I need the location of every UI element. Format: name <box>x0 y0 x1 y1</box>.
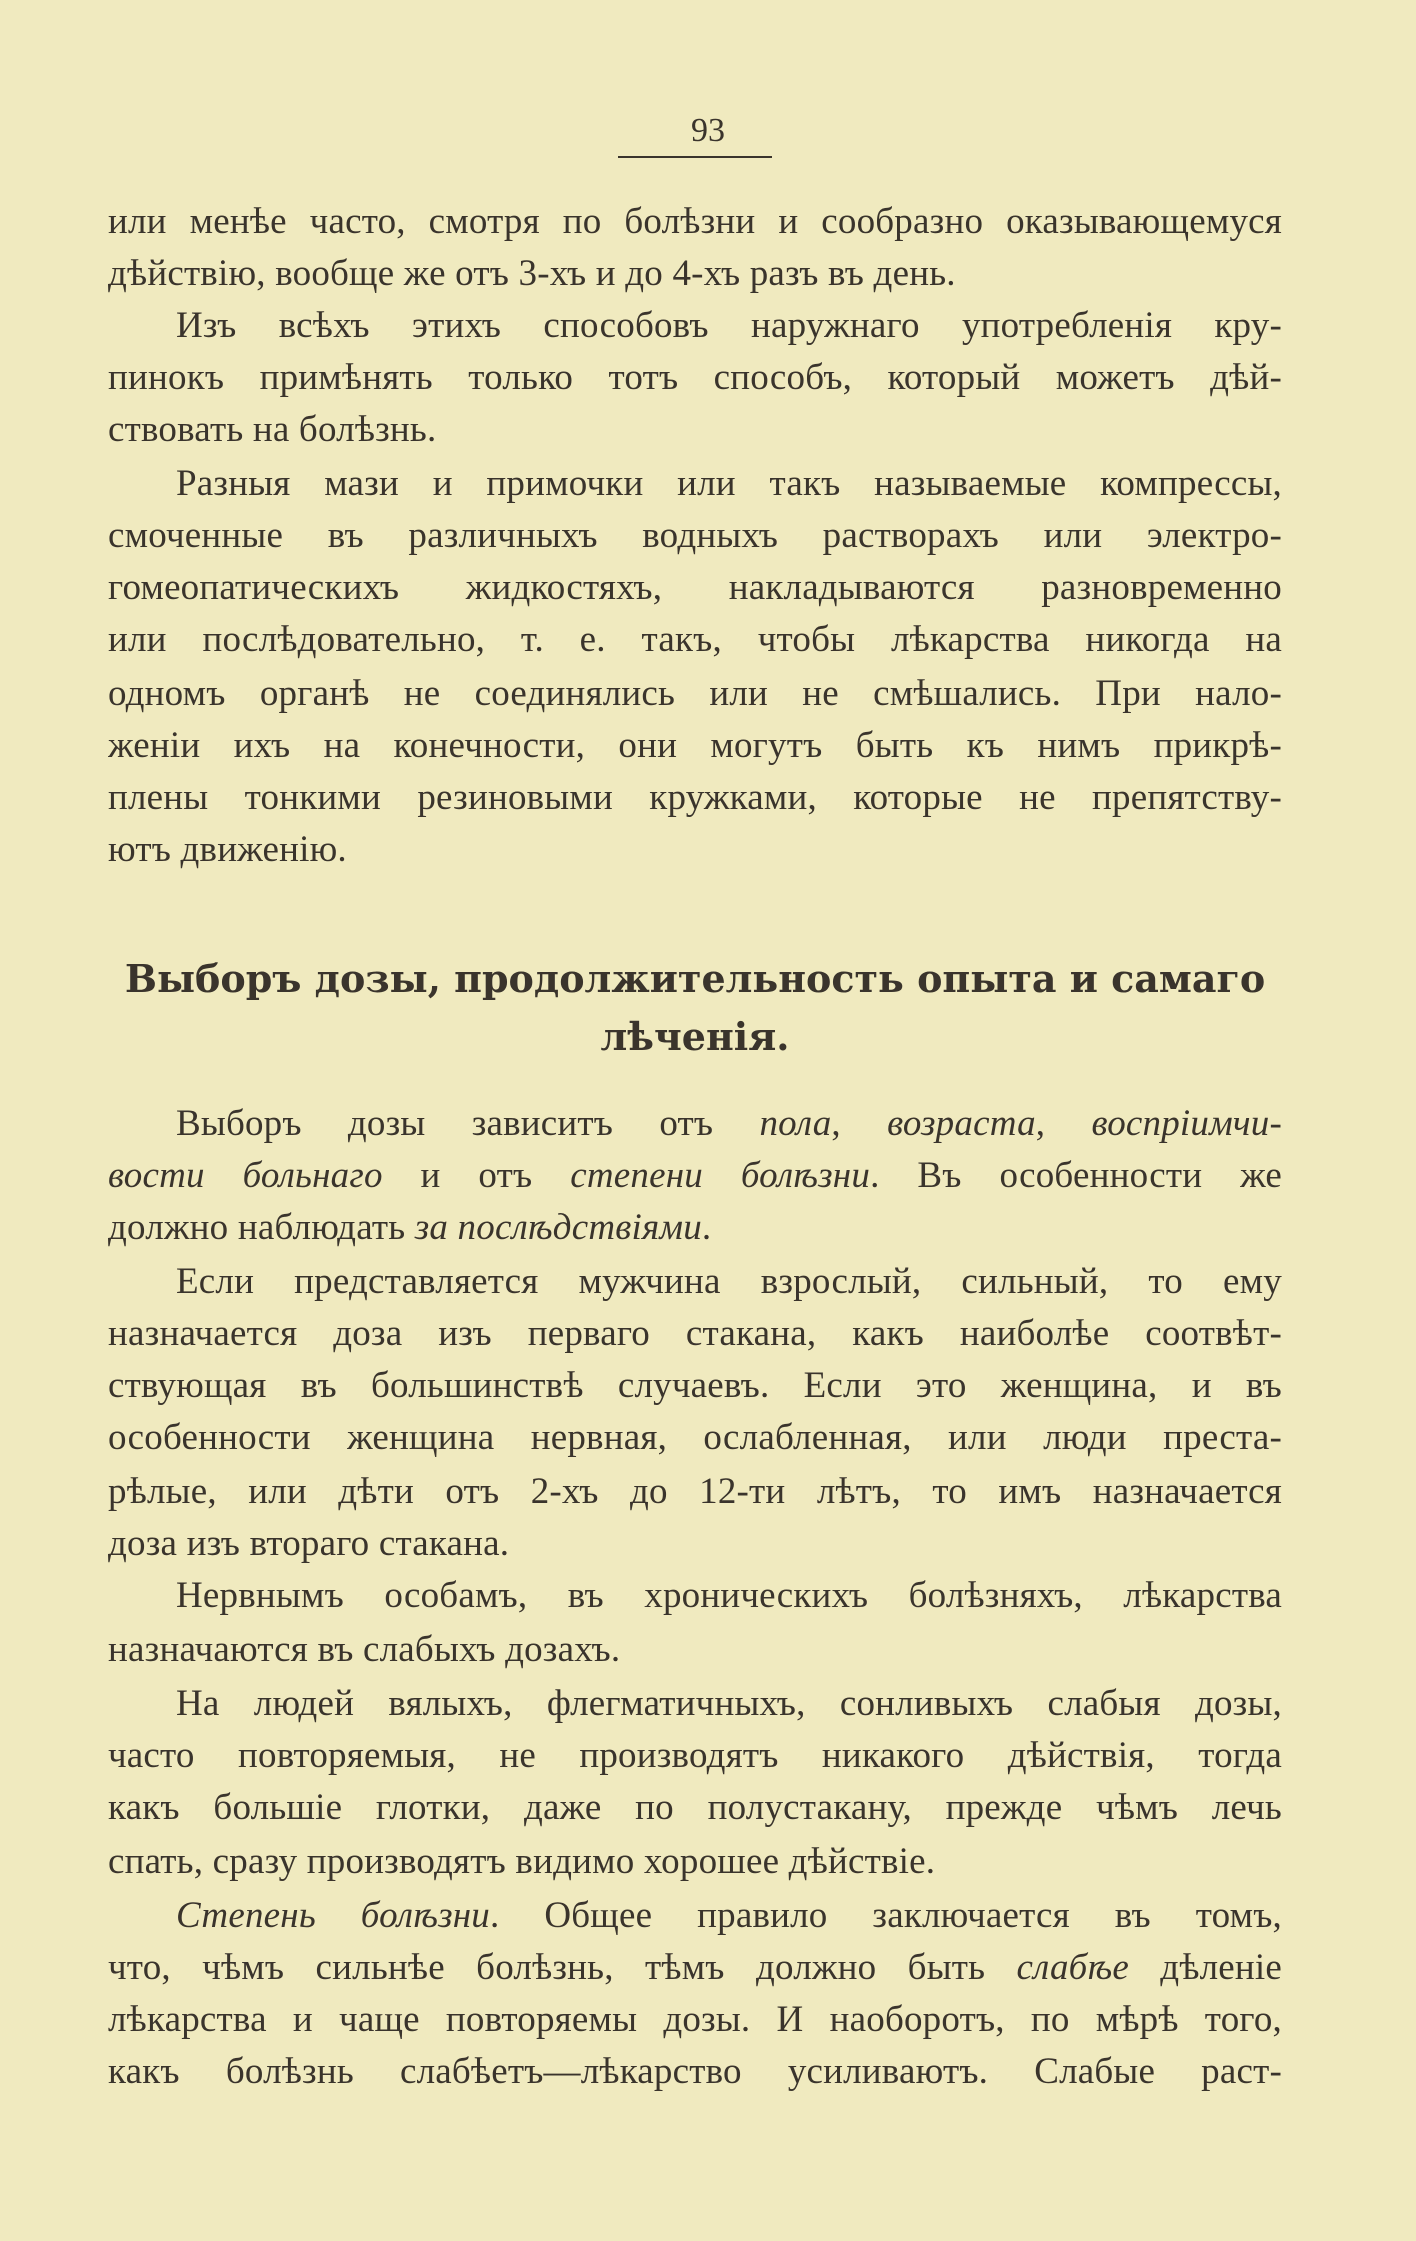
text-line: вости больнаго и отъ степени болѣзни. Въ особенности же <box>108 1155 1282 1196</box>
text-line: назначается доза изъ перваго стакана, какъ наиболѣе соотвѣт- <box>108 1313 1282 1354</box>
text-line: доза изъ втораго стакана. <box>108 1523 510 1564</box>
text-line: дѣйствію, вообще же отъ 3-хъ и до 4-хъ разъ въ день. <box>108 253 956 294</box>
text-line: смоченные въ различныхъ водныхъ растворахъ или электро- <box>108 515 1282 556</box>
text-line: какъ болѣзнь слабѣетъ—лѣкарство усиливаютъ. Слабые раст- <box>108 2051 1282 2092</box>
text-line: гомеопатическихъ жидкостяхъ, накладываются разновременно <box>108 567 1282 608</box>
text-line: ютъ движенію. <box>108 829 347 870</box>
text-line: должно наблюдать за послѣдствіями. <box>108 1207 712 1248</box>
section-heading-line2: лѣченія. <box>600 1014 790 1059</box>
text-line: Нервнымъ особамъ, въ хроническихъ болѣзняхъ, лѣкарства <box>176 1575 1282 1616</box>
text-line: плены тонкими резиновыми кружками, которые не препятству- <box>108 777 1282 818</box>
text-line: Разныя мази и примочки или такъ называемые компрессы, <box>176 463 1282 504</box>
page-number-rule <box>618 156 772 158</box>
text-line: пинокъ примѣнять только тотъ способъ, который можетъ дѣй- <box>108 357 1282 398</box>
text-line: Если представляется мужчина взрослый, сильный, то ему <box>176 1261 1282 1302</box>
text-line: спать, сразу производятъ видимо хорошее дѣйствіе. <box>108 1841 936 1882</box>
text-line: или менѣе часто, смотря по болѣзни и сообразно оказывающемуся <box>108 201 1282 242</box>
text-line: На людей вялыхъ, флегматичныхъ, сонливыхъ слабыя дозы, <box>176 1683 1282 1724</box>
text-line: одномъ органѣ не соединялись или не смѣшались. При нало- <box>108 673 1282 714</box>
text-line: или послѣдовательно, т. е. такъ, чтобы лѣкарства никогда на <box>108 619 1282 660</box>
text-line: ствующая въ большинствѣ случаевъ. Если это женщина, и въ <box>108 1365 1282 1406</box>
text-line: какъ большіе глотки, даже по полустакану, прежде чѣмъ лечь <box>108 1787 1282 1828</box>
page-number: 93 <box>691 112 725 149</box>
text-line: рѣлые, или дѣти отъ 2-хъ до 12-ти лѣтъ, то имъ назначается <box>108 1471 1282 1512</box>
text-line: женіи ихъ на конечности, они могутъ быть къ нимъ прикрѣ- <box>108 725 1282 766</box>
section-heading-line1: Выборъ дозы, продолжительность опыта и самаго <box>124 956 1266 1001</box>
text-line: часто повторяемыя, не производятъ никакого дѣйствія, тогда <box>108 1735 1282 1776</box>
text-line: Изъ всѣхъ этихъ способовъ наружнаго употребленія кру- <box>176 305 1282 346</box>
text-line: назначаются въ слабыхъ дозахъ. <box>108 1629 621 1670</box>
text-line: ствовать на болѣзнь. <box>108 409 437 450</box>
text-line: что, чѣмъ сильнѣе болѣзнь, тѣмъ должно быть слабѣе дѣленіе <box>108 1947 1282 1988</box>
text-line: Степень болѣзни. Общее правило заключается въ томъ, <box>176 1895 1282 1936</box>
text-line: лѣкарства и чаще повторяемы дозы. И наоборотъ, по мѣрѣ того, <box>108 1999 1282 2040</box>
text-line: особенности женщина нервная, ослабленная, или люди преста- <box>108 1417 1282 1458</box>
text-line: Выборъ дозы зависитъ отъ пола, возраста, воспріимчи- <box>176 1103 1282 1144</box>
